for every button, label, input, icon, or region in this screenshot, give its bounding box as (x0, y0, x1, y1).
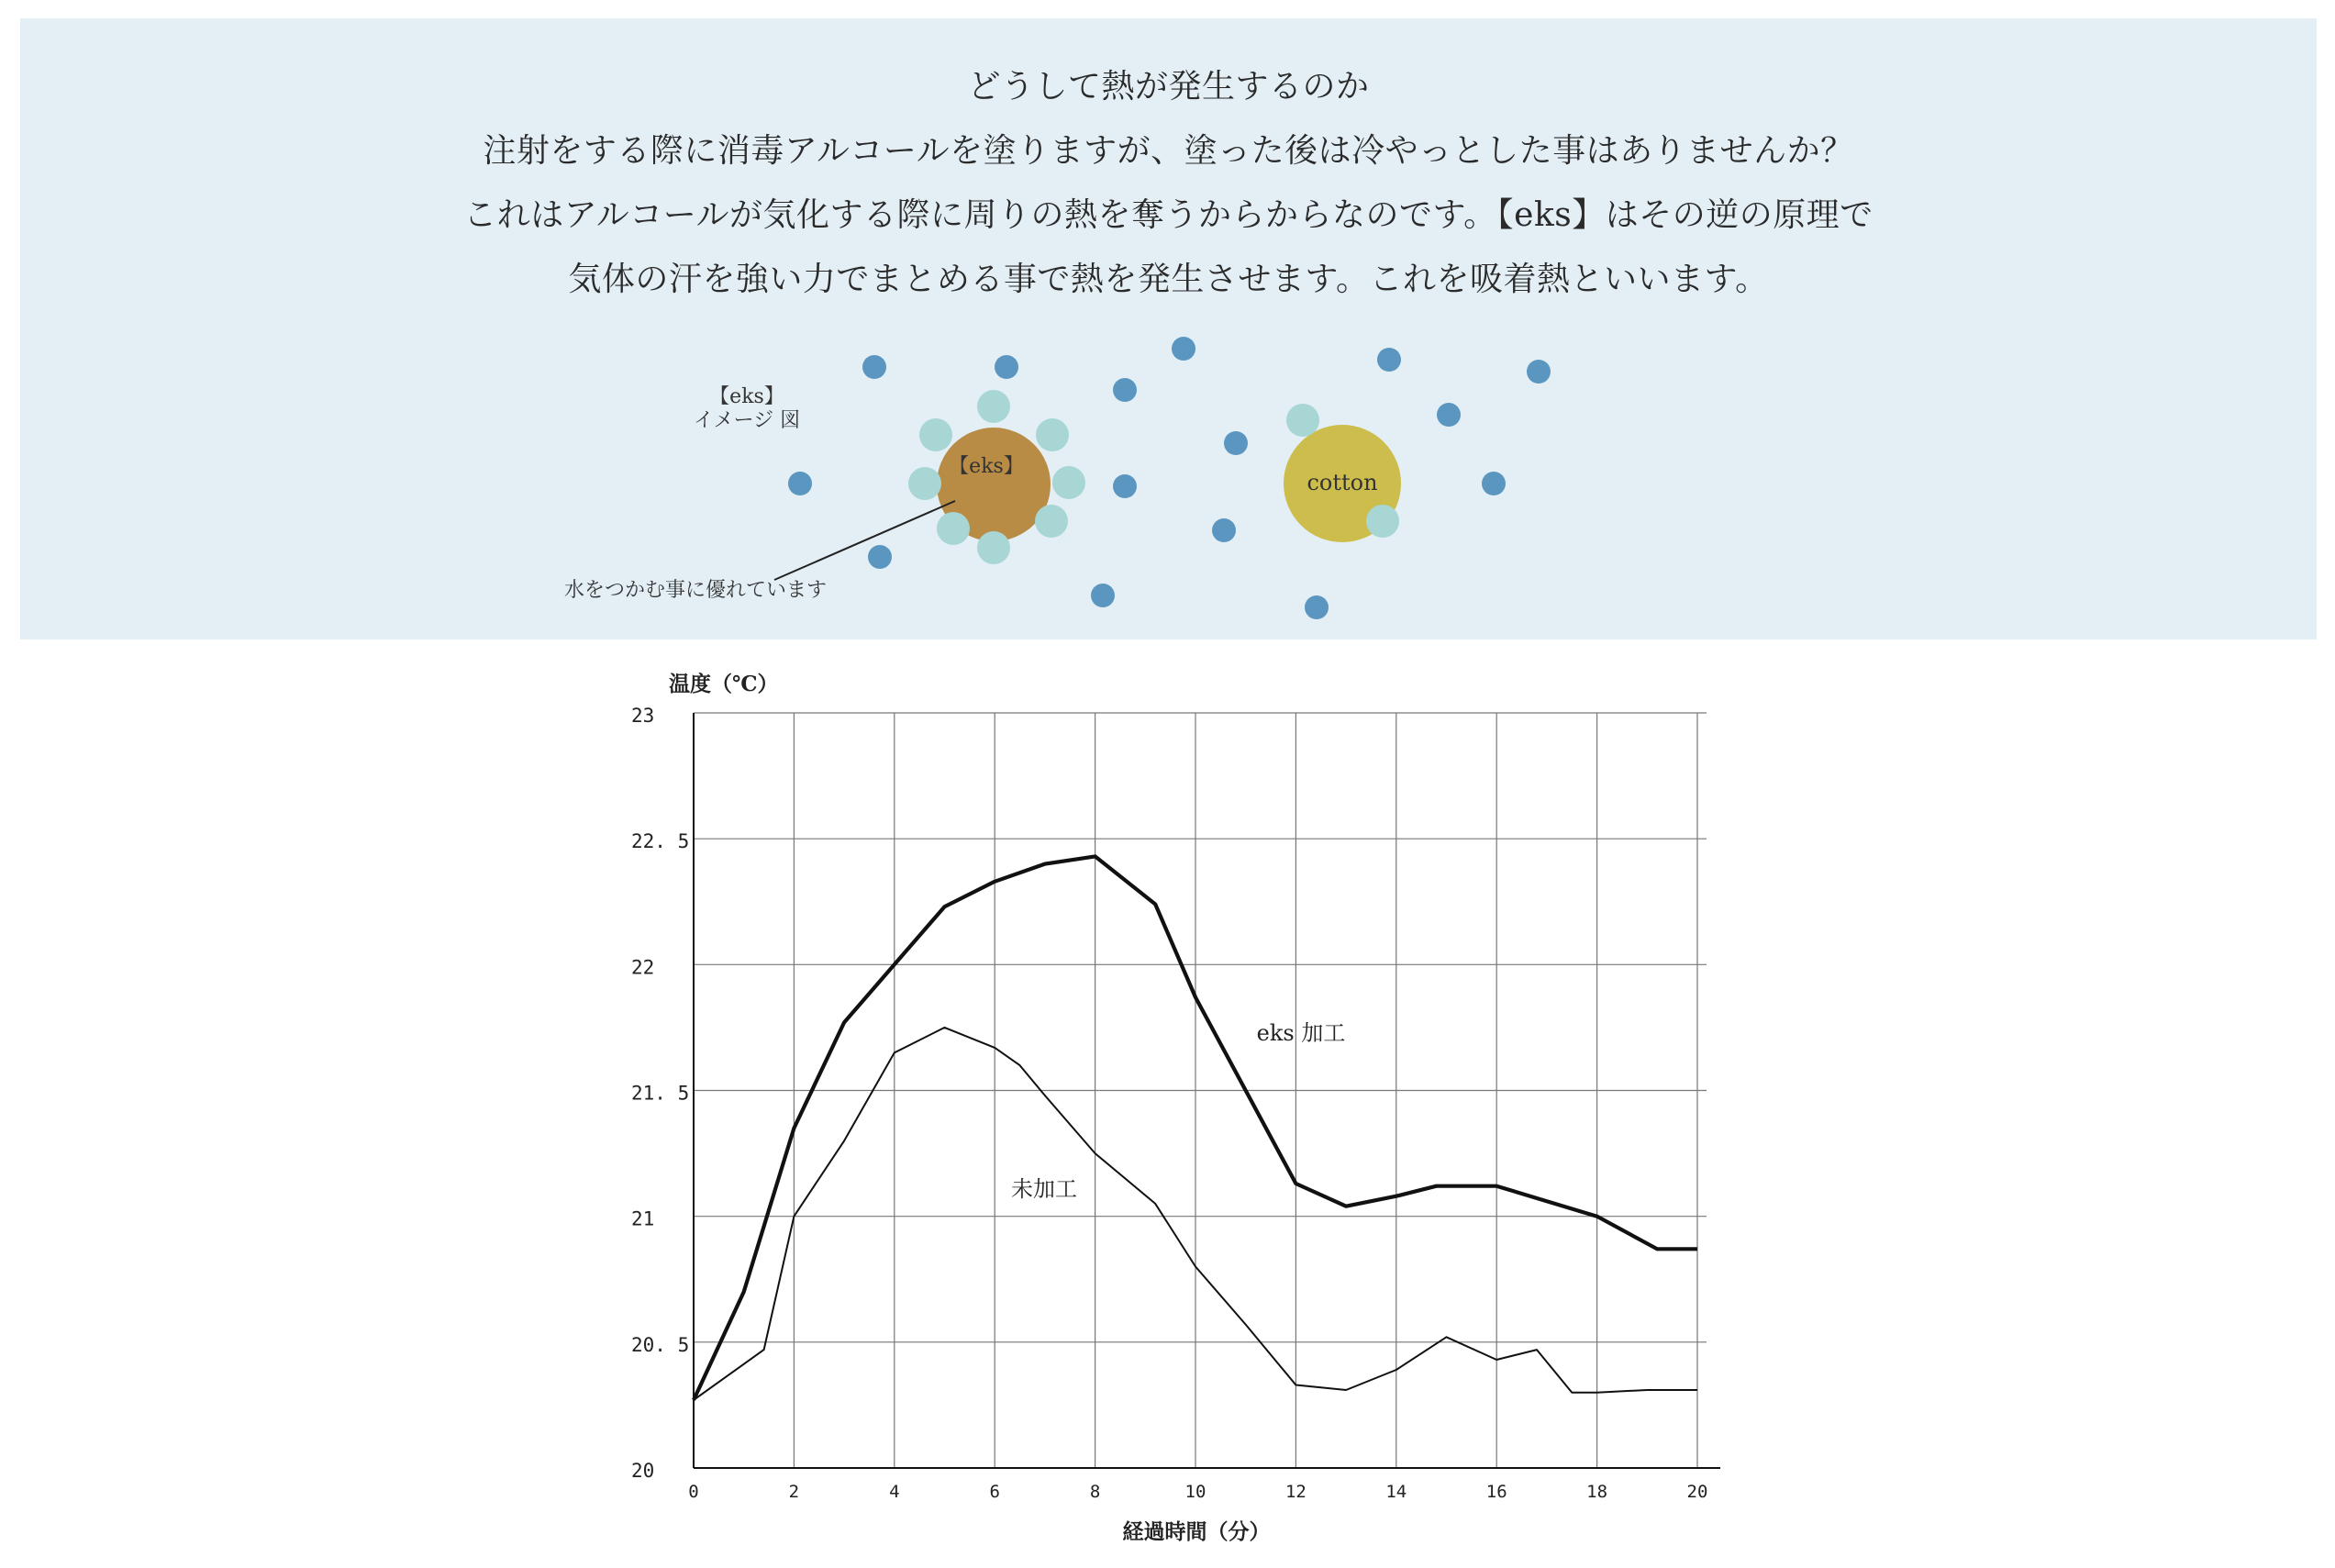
diagram-label-line1: 【eks】 (709, 385, 784, 408)
y-tick-label: 22 (631, 956, 655, 979)
x-tick-label: 2 (788, 1482, 800, 1502)
x-tick-label: 14 (1385, 1482, 1407, 1502)
diagram-label-line2: イメージ 図 (693, 409, 801, 432)
x-tick-label: 4 (889, 1482, 900, 1502)
y-tick-label: 21 (631, 1207, 655, 1230)
eks-particle-label: 【eks】 (949, 455, 1024, 478)
y-axis-title: 温度（℃） (669, 672, 779, 696)
callout-text: 水をつかむ事に優れています (563, 579, 828, 602)
x-tick-label: 16 (1485, 1482, 1507, 1502)
x-tick-label: 18 (1586, 1482, 1608, 1502)
x-tick-label: 6 (989, 1482, 1000, 1502)
x-tick-label: 8 (1089, 1482, 1101, 1502)
x-tick-label: 12 (1284, 1482, 1306, 1502)
cotton-particle-label: cotton (1306, 470, 1378, 495)
series-label-untreated: 未加工 (1011, 1176, 1077, 1202)
x-tick-labels (688, 1482, 1707, 1502)
x-axis-title: 経過時間（分） (1122, 1519, 1271, 1544)
y-tick-label: 21. 5 (631, 1082, 690, 1105)
x-tick-label: 10 (1184, 1482, 1206, 1502)
intro-line-1: 注射をする際に消毒アルコールを塗りますが、塗った後は冷やっとした事はありませんか？ (483, 132, 1854, 170)
x-tick-label: 0 (688, 1482, 699, 1502)
y-tick-label: 22. 5 (631, 830, 690, 853)
intro-line-3: 気体の汗を強い力でまとめる事で熱を発生させます。これを吸着熱といいます。 (568, 261, 1769, 298)
y-tick-label: 23 (631, 705, 655, 727)
y-tick-labels (631, 705, 689, 1482)
y-tick-label: 20. 5 (631, 1333, 690, 1356)
chart-grid (694, 713, 1707, 1468)
x-tick-label: 20 (1686, 1482, 1708, 1502)
intro-heading: どうして熱が発生するのか (967, 68, 1370, 106)
intro-line-2: これはアルコールが気化する際に周りの熱を奪うからからなのです。【eks】はその逆の原理で (463, 196, 1874, 234)
series-label-eks: eks 加工 (1256, 1020, 1346, 1046)
y-tick-label: 20 (631, 1460, 655, 1482)
